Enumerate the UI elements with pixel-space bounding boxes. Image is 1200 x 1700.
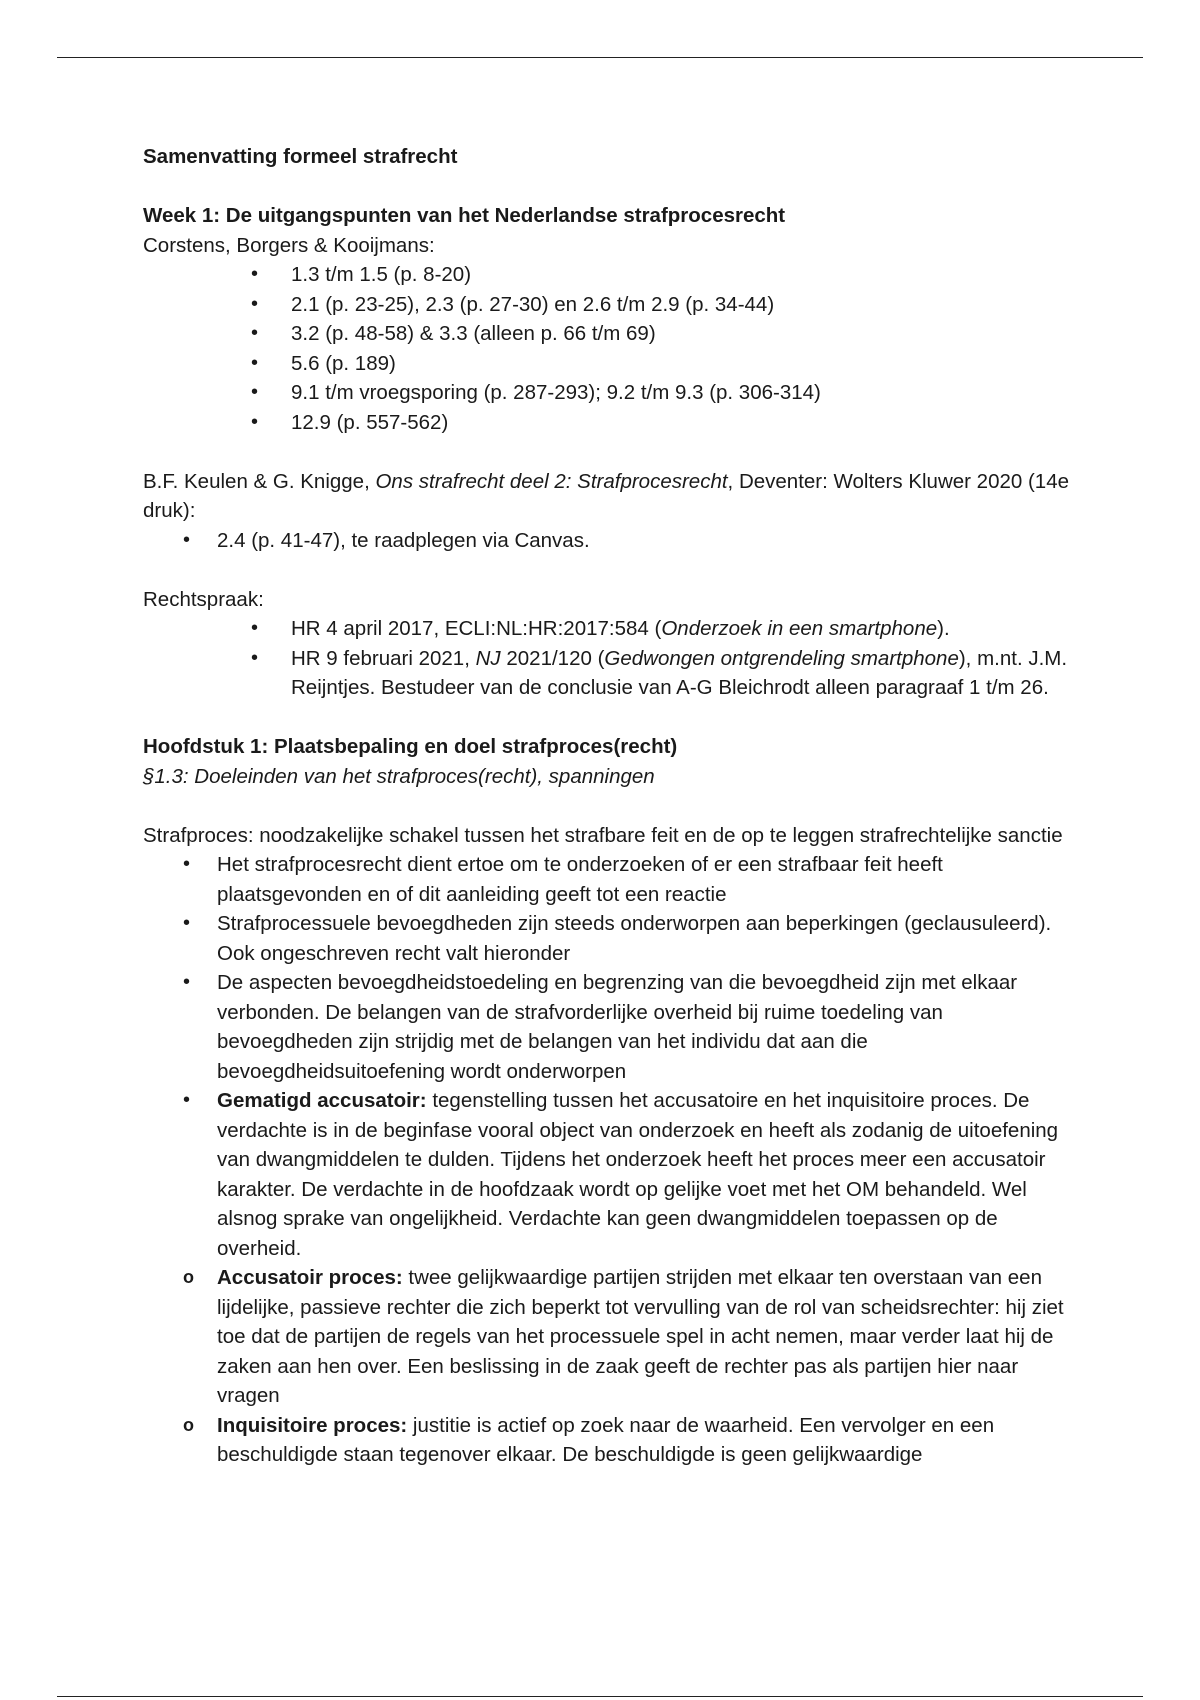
source-keulen-knigge: B.F. Keulen & G. Knigge, Ons strafrecht deel 2: Strafprocesrecht, Deventer: Wolters Kluwer 2020 (14e druk): [143, 469, 1069, 522]
list-item: • 9.1 t/m vroegsporing (p. 287-293); 9.2 t/m 9.3 (p. 306-314) [143, 378, 1073, 408]
list-item: • Strafprocessuele bevoegdheden zijn steeds onderworpen aan beperkingen (geclausuleerd). Ook ongeschreven recht valt hieronder [143, 909, 1073, 968]
week-heading: Week 1: De uitgangspunten van het Nederlandse strafprocesrecht [143, 204, 786, 227]
list-item: • Het strafprocesrecht dient ertoe om te onderzoeken of er een strafbaar feit heeft plaatsgevonden en of dit aanleiding geeft tot een reactie [143, 850, 1073, 909]
list-item-gematigd: • Gematigd accusatoir: tegenstelling tussen het accusatoire en het inquisitoire proces. De verdachte is in de beginfase vooral object van onderzoek en heeft als zodanig de uitoefening van dwangmiddelen te dulden. Tijdens het onderzoek heeft het proces meer een accusatoir karakter. De verdachte in de hoofdzaak wordt op gelijke voet met het OM behandeld. Wel alsnog sprake van ongelijkheid. Verdachte kan geen dwangmiddelen toepassen op de overheid. [143, 1086, 1073, 1263]
chapter-heading: Hoofdstuk 1: Plaatsbepaling en doel strafproces(recht) [143, 735, 678, 758]
document-page [143, 142, 1073, 1470]
list-item: • 1.3 t/m 1.5 (p. 8-20) [143, 260, 1073, 290]
list-item: • 3.2 (p. 48-58) & 3.3 (alleen p. 66 t/m 69) [143, 319, 1073, 349]
list-item-accusatoir: o Accusatoir proces: twee gelijkwaardige partijen strijden met elkaar ten overstaan van een lijdelijke, passieve rechter die zich beperkt tot vervulling van de rol van scheidsrechter: hij ziet toe dat de partijen de regels van het processuele spel in acht nemen, maar verder laat hij de zaken aan hen over. Een beslissing in de zaak geeft de rechter pas als partijen hier naar vragen [143, 1263, 1073, 1411]
list-item: • 2.1 (p. 23-25), 2.3 (p. 27-30) en 2.6 t/m 2.9 (p. 34-44) [143, 290, 1073, 320]
list-item: • 12.9 (p. 557-562) [143, 408, 1073, 438]
corstens-reading-list [143, 260, 1073, 437]
keulen-reading-list [143, 526, 1073, 556]
section-heading: §1.3: Doeleinden van het strafproces(recht), spanningen [143, 764, 655, 788]
case-item: • HR 4 april 2017, ECLI:NL:HR:2017:584 (Onderzoek in een smartphone). [143, 614, 1073, 644]
case-law-label: Rechtspraak: [143, 587, 264, 611]
list-item: • 2.4 (p. 41-47), te raadplegen via Canvas. [143, 526, 1073, 556]
case-item: • HR 9 februari 2021, NJ 2021/120 (Gedwongen ontgrendeling smartphone), m.nt. J.M. Reijntjes. Bestudeer van de conclusie van A-G Bleichrodt alleen paragraaf 1 t/m 26. [143, 644, 1073, 703]
intro-paragraph: Strafproces: noodzakelijke schakel tussen het strafbare feit en de op te leggen strafrechtelijke sanctie [143, 823, 1063, 847]
source-corstens: Corstens, Borgers & Kooijmans: [143, 233, 435, 257]
list-item: • 5.6 (p. 189) [143, 349, 1073, 379]
case-law-list [143, 614, 1073, 703]
footer-rule [57, 1696, 1143, 1697]
document-title: Samenvatting formeel strafrecht [143, 145, 458, 168]
chapter-bullet-list [143, 850, 1073, 1470]
list-item: • De aspecten bevoegdheidstoedeling en begrenzing van die bevoegdheid zijn met elkaar verbonden. De belangen van de strafvorderlijke overheid bij ruime toedeling van bevoegdheden zijn strijdig met de belangen van het individu dat aan die bevoegdheidsuitoefening wordt onderworpen [143, 968, 1073, 1086]
list-item-inquisitoir: o Inquisitoire proces: justitie is actief op zoek naar de waarheid. Een vervolger en een beschuldigde staan tegenover elkaar. De beschuldigde is geen gelijkwaardige [143, 1411, 1073, 1470]
header-rule [57, 57, 1143, 58]
